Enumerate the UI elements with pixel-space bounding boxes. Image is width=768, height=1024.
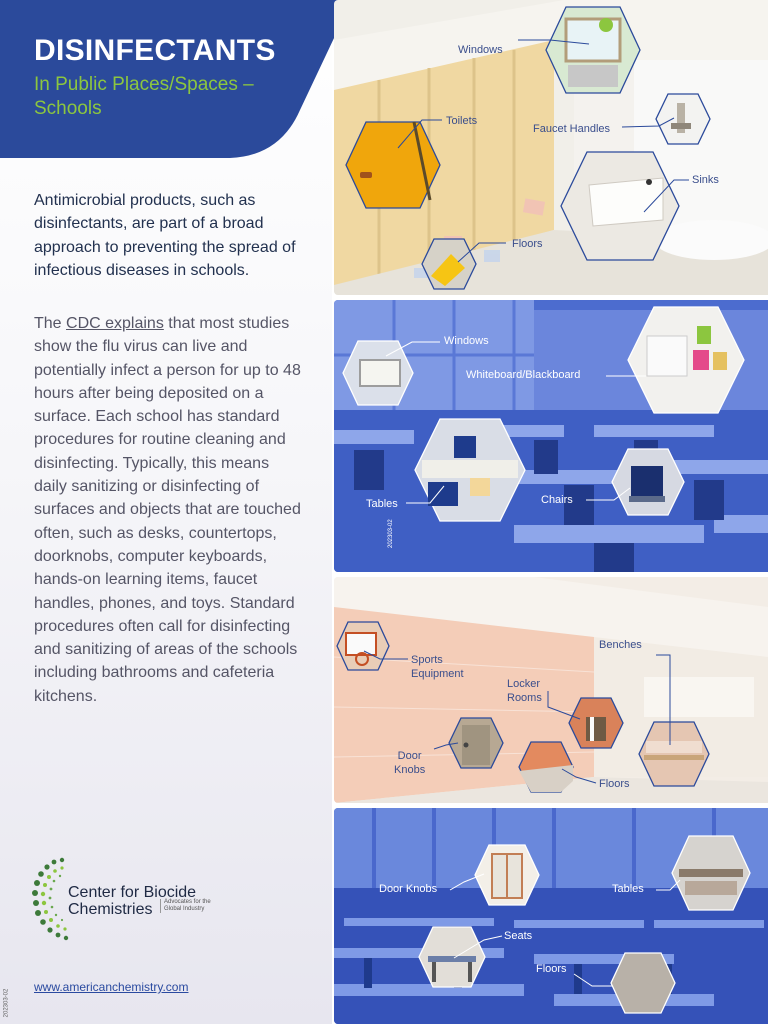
label-locker-line1: Locker bbox=[507, 678, 541, 690]
logo-tagline: Advocates for the Global Industry bbox=[160, 899, 224, 913]
label-seats: Seats bbox=[504, 930, 533, 942]
label-door-knobs bbox=[394, 749, 425, 777]
label-sports-equipment bbox=[411, 653, 464, 681]
label-benches: Benches bbox=[599, 639, 642, 651]
lead-paragraph: Antimicrobial products, such as disinfectants, are part of a broad approach to preventing the spread of infectious diseases in schools. bbox=[34, 192, 296, 279]
label-sports-line1: Sports bbox=[411, 654, 443, 666]
restroom-panel bbox=[334, 0, 768, 295]
classroom-leader-lines bbox=[334, 300, 768, 572]
label-locker-line2: Rooms bbox=[507, 692, 542, 704]
label-sports-line2: Equipment bbox=[411, 668, 464, 680]
label-toilets: Toilets bbox=[446, 115, 478, 127]
label-tables: Tables bbox=[366, 498, 398, 510]
label-floors: Floors bbox=[536, 963, 567, 975]
logo-name-line2: Chemistries bbox=[68, 901, 153, 918]
logo-name-line1: Center for Biocide bbox=[68, 884, 197, 901]
cdc-link[interactable]: CDC explains bbox=[66, 315, 164, 332]
logo-mark-icon bbox=[32, 852, 72, 952]
document-code: 202303-02 bbox=[3, 988, 10, 1018]
info-column bbox=[0, 0, 332, 1024]
body-prefix: The bbox=[34, 315, 67, 332]
label-door-line2: Knobs bbox=[394, 764, 426, 776]
cbc-logo bbox=[32, 852, 252, 952]
page-title: DISINFECTANTS bbox=[34, 34, 276, 67]
label-floors: Floors bbox=[512, 238, 543, 250]
classroom-panel bbox=[334, 300, 768, 572]
label-tables: Tables bbox=[612, 883, 644, 895]
label-sinks: Sinks bbox=[692, 174, 719, 186]
gym-panel bbox=[334, 577, 768, 803]
label-door-knobs: Door Knobs bbox=[379, 883, 438, 895]
label-locker-rooms bbox=[507, 677, 542, 705]
cafeteria-leader-lines bbox=[334, 808, 768, 1024]
label-windows: Windows bbox=[444, 335, 489, 347]
body-paragraph bbox=[34, 312, 302, 708]
label-whiteboard: Whiteboard/Blackboard bbox=[466, 369, 581, 381]
label-door-line1: Door bbox=[397, 750, 422, 762]
cafeteria-panel bbox=[334, 808, 768, 1024]
body-text: that most studies show the flu virus can live and potentially infect a person for up to 48 hours after being deposited on a surface. Each school has standard procedures for routine cleaning and disinfecting. Typically, this means daily sanitizing or disinfecting of surfaces and objects that are touched often, such as desks, countertops, doorknobs, computer keyboards, hands-on learning items, faucet handles, phones, and toys. Standard procedures often call for disinfecting and sanitizing of areas of the schools including bathrooms and cafeteria kitchens. bbox=[34, 315, 301, 705]
label-floors: Floors bbox=[599, 778, 630, 790]
label-chairs: Chairs bbox=[541, 494, 573, 506]
label-faucet-handles: Faucet Handles bbox=[533, 123, 611, 135]
label-windows: Windows bbox=[458, 44, 503, 56]
page-subtitle: In Public Places/Spaces – Schools bbox=[34, 74, 254, 119]
restroom-leader-lines bbox=[334, 0, 768, 295]
panel-code: 202303-02 bbox=[388, 519, 394, 548]
website-link[interactable]: www.americanchemistry.com bbox=[34, 980, 189, 994]
